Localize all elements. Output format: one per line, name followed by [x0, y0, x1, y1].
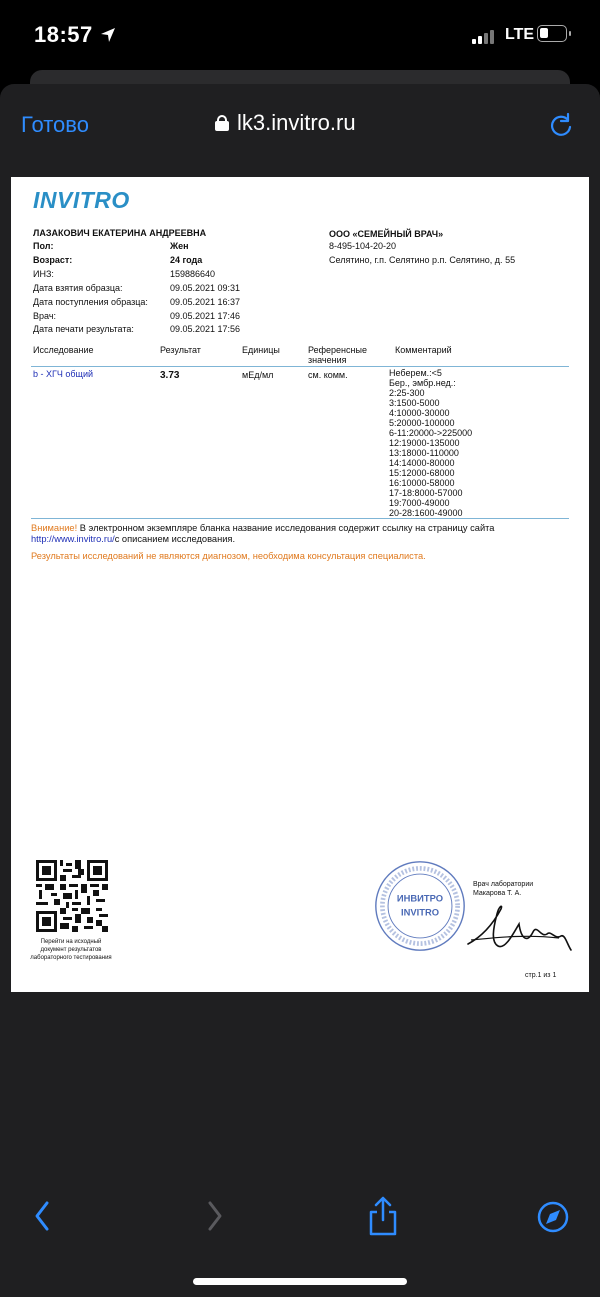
qr-caption — [29, 938, 113, 962]
result-units: мЕд/мл — [242, 370, 274, 380]
clock-time: 18:57 — [34, 22, 93, 47]
result-comment: Неберем.:<5 Бер., эмбр.нед.: 2:25-300 3:1500-5000 4:10000-30000 5:20000-100000 6-11:20000->225000 12:19000-135000 13:18000-110000 14:14000-80000 15:12000-68000 16:10000-58000 17-18:8000-57000 19:7000-49000 20-28:1600-49000 — [389, 368, 473, 518]
share-icon[interactable] — [363, 1190, 403, 1240]
forward-icon[interactable] — [195, 1190, 235, 1240]
qr-code[interactable] — [36, 860, 108, 932]
field-value: Жен — [170, 241, 189, 251]
field-value: 09.05.2021 16:37 — [170, 297, 241, 307]
url-text: lk3.invitro.ru — [237, 110, 356, 135]
notice-body: В электронном экземпляре бланка название исследования содержит ссылку на страницу сайта — [79, 523, 495, 533]
invitro-link[interactable]: http://www.invitro.ru/ — [31, 534, 115, 544]
qr-caption-line: документ результатов — [40, 947, 102, 953]
header-study: Исследование — [33, 345, 94, 355]
clinic-phone: 8-495-104-20-20 — [329, 241, 397, 251]
clinic-name: ООО «СЕМЕЙНЫЙ ВРАЧ» — [329, 229, 444, 239]
lock-icon — [215, 115, 229, 131]
result-reference: см. комм. — [308, 370, 348, 380]
warning-word: Внимание! — [31, 523, 78, 533]
stamp-text-latin: INVITRO — [400, 906, 440, 918]
field-value: 159886640 — [170, 269, 216, 279]
back-icon[interactable] — [22, 1190, 62, 1240]
done-button[interactable]: Готово — [21, 112, 89, 137]
field-label: Дата взятия образца: — [33, 283, 123, 293]
status-bar — [0, 0, 600, 70]
header-units: Единицы — [242, 345, 280, 355]
header-comment: Комментарий — [395, 345, 452, 355]
laboratory-stamp — [373, 859, 467, 953]
table-bottom-divider — [31, 518, 569, 519]
lab-result-document — [11, 177, 589, 992]
notice-link-line — [31, 534, 235, 545]
disclaimer: Результаты исследований не являются диагнозом, необходима консультация специалиста. — [31, 551, 426, 561]
qr-caption-line: Перейти на исходный — [40, 939, 102, 945]
notice-text — [31, 523, 494, 534]
field-value: 09.05.2021 09:31 — [170, 283, 241, 293]
study-link[interactable]: b - ХГЧ общий — [33, 369, 93, 379]
doctor-title: Врач лаборатории — [473, 881, 534, 888]
header-result: Результат — [160, 345, 201, 355]
header-reference: Референсные — [308, 345, 367, 355]
header-reference-line2: значения — [308, 355, 347, 365]
field-value: 09.05.2021 17:56 — [170, 324, 241, 334]
battery-icon — [537, 25, 567, 42]
patient-name: ЛАЗАКОВИЧ ЕКАТЕРИНА АНДРЕЕВНА — [33, 228, 207, 238]
stamp-text: ИНВИТРО — [396, 892, 444, 904]
field-label: Дата поступления образца: — [33, 297, 148, 307]
qr-caption-line: лабораторного тестирования — [30, 955, 112, 961]
field-label: ИНЗ: — [33, 269, 54, 279]
reload-icon[interactable] — [549, 112, 573, 138]
notice-link-suffix: с описанием исследования. — [114, 534, 236, 544]
compass-icon[interactable] — [533, 1190, 573, 1240]
doctor-name: Макарова Т. А. — [473, 890, 522, 897]
field-value: 24 года — [170, 255, 203, 265]
bottom-toolbar — [0, 1190, 600, 1250]
result-value: 3.73 — [160, 370, 180, 381]
field-value: 09.05.2021 17:46 — [170, 311, 241, 321]
signal-icon — [472, 28, 498, 44]
location-arrow-icon — [100, 27, 116, 43]
field-label: Дата печати результата: — [33, 324, 134, 334]
invitro-logo: INVITRO — [33, 187, 130, 213]
table-divider — [31, 366, 569, 367]
network-type: LTE — [505, 26, 535, 43]
home-indicator[interactable] — [193, 1278, 407, 1285]
url-bar[interactable] — [215, 110, 356, 136]
field-label: Врач: — [33, 311, 57, 321]
page-number: стр.1 из 1 — [525, 972, 557, 979]
doctor-signature — [463, 894, 573, 964]
field-label: Пол: — [33, 241, 54, 251]
field-label: Возраст: — [33, 255, 73, 265]
clinic-address: Селятино, г.п. Селятино р.п. Селятино, д. 55 — [329, 255, 516, 265]
